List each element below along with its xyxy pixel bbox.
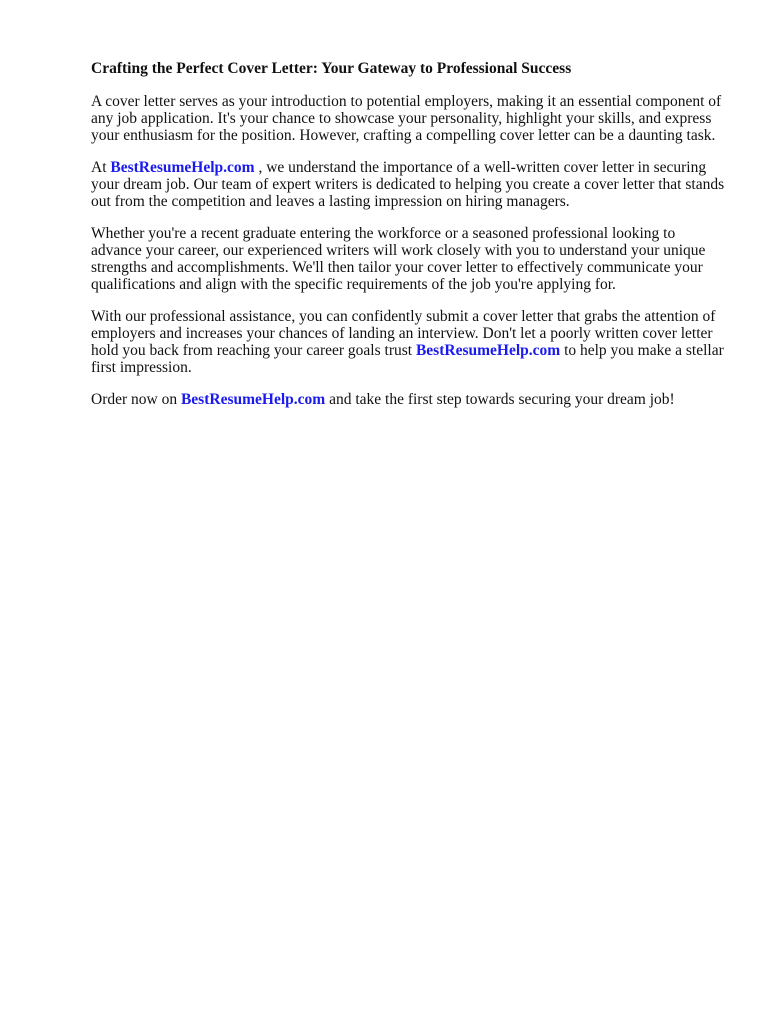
paragraph-company xyxy=(91,159,725,210)
paragraph-assistance-tail: to help you make a stellar first impression. xyxy=(91,342,724,376)
document-title: Crafting the Perfect Cover Letter: Your Gateway to Professional Success xyxy=(91,60,572,77)
paragraph-order xyxy=(91,391,725,408)
paragraph-order-tail: and take the first step towards securing your dream job! xyxy=(325,391,675,408)
paragraph-assistance-text: With our professional assistance, you can confidently submit a cover letter that grabs the attention of employers and increases your chances of landing an interview. Don't let a poorly written cover letter hold you back from reaching your career goals trust xyxy=(91,308,716,359)
paragraph-intro: A cover letter serves as your introduction to potential employers, making it an essential component of any job application. It's your chance to showcase your personality, highlight your skills, and express your enthusiasm for the position. However, crafting a compelling cover letter can be a daunting task. xyxy=(91,93,722,144)
bestresumehelp-link[interactable]: BestResumeHelp.com xyxy=(415,342,561,359)
paragraph-company-lead: At xyxy=(91,159,111,176)
paragraph-assistance xyxy=(91,308,725,376)
paragraph-writers: Whether you're a recent graduate entering the workforce or a seasoned professional looking to advance your career, our experienced writers will work closely with you to understand your unique strengths and accomplishments. We'll then tailor your cover letter to effectively communicate your qualifications and align with the specific requirements of the job you're applying for. xyxy=(91,225,706,293)
paragraph-order-lead: Order now on xyxy=(91,391,181,408)
bestresumehelp-link[interactable]: BestResumeHelp.com xyxy=(110,159,255,176)
bestresumehelp-link[interactable]: BestResumeHelp.com xyxy=(180,391,326,408)
paragraph-company-text: , we understand the importance of a well-written cover letter in securing your dream job. Our team of expert writers is dedicated to helping you create a cover letter that stands out from the competition and leaves a lasting impression on hiring managers. xyxy=(91,159,725,210)
document-body xyxy=(91,60,725,423)
